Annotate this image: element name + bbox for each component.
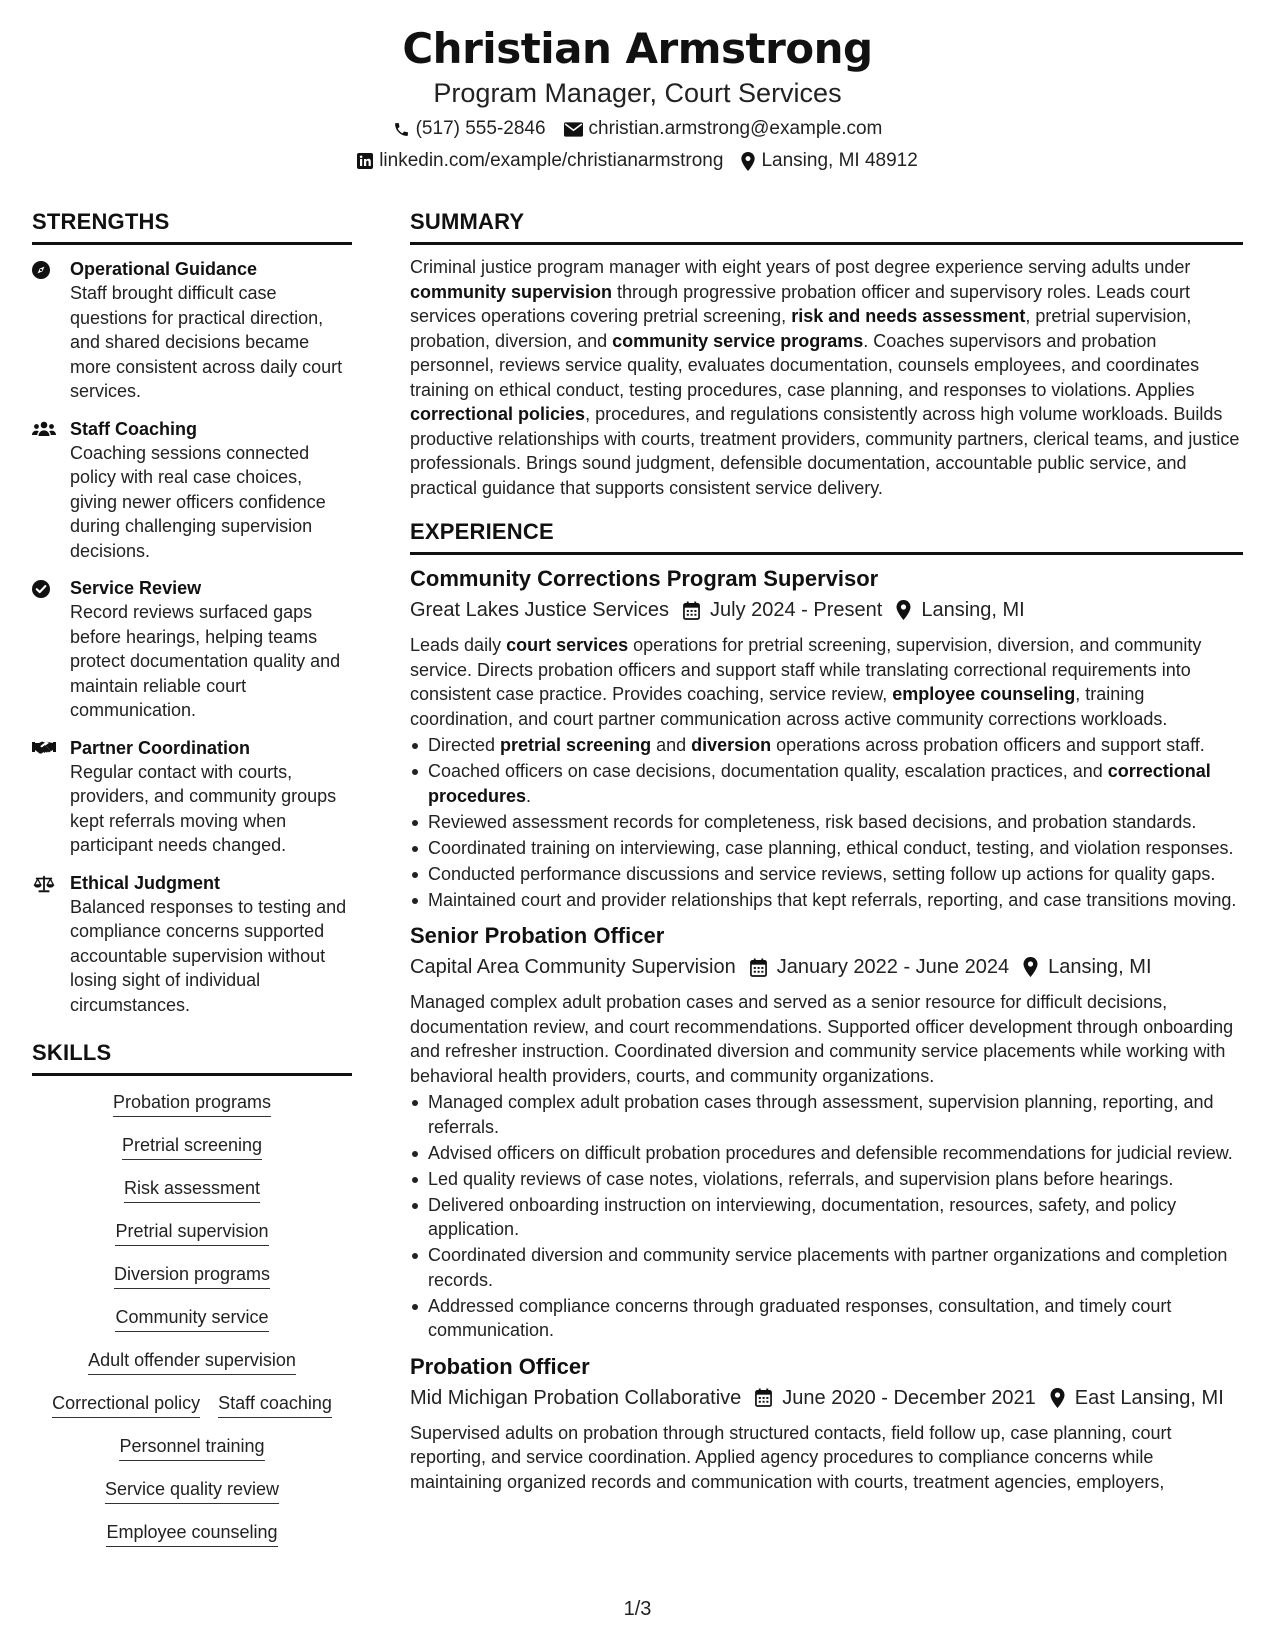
skill-row [88,1348,296,1375]
bold-text: correctional procedures [428,761,1211,806]
skill-tag: Personnel training [119,1434,264,1461]
skill-tag: Service quality review [105,1477,279,1504]
text-run: Led quality reviews of case notes, violations, referrals, and supervision plans before hearings. [428,1168,1174,1189]
text-run: operations across probation officers and support staff. [771,735,1205,755]
strength-item [32,576,352,723]
text-run: through progressive probation officer and supervisory roles. Leads court services operations covering pretrial screening, [410,281,1191,326]
users-icon [32,417,70,564]
strength-description: Staff brought difficult case questions for practical direction, and shared decisions became more consistent across daily court services. [70,283,343,401]
job-location: East Lansing, MI [1074,1386,1224,1409]
experience-heading: EXPERIENCE [410,518,1243,555]
company-name: Capital Area Community Supervision [410,956,736,978]
strengths-list [32,257,352,1017]
bullet-item [410,1243,1243,1292]
strength-title: Operational Guidance [70,259,258,279]
company-name: Great Lakes Justice Services [410,599,669,621]
calendar-icon [750,958,767,977]
job-title: Probation Officer [410,1353,590,1379]
skill-row [122,1133,262,1160]
text-run: and [651,735,692,755]
job-entry [410,922,1243,1343]
job-dates: July 2024 - Present [710,599,883,621]
right-column [410,208,1243,1494]
phone-text: (517) 555-2846 [415,118,546,139]
map-pin-icon [1023,957,1038,977]
strength-body [70,257,352,404]
bullet-item [410,1090,1243,1139]
strength-title: Staff Coaching [70,418,198,439]
text-run: Managed complex adult probation cases and served as a senior resource for difficult decisions, documentation review, and court recommendations. Supported officer development through onboarding and refresher instruction. Coordinated diversion and community service placements while working with behavioral health providers, courts, and community organizations. [410,992,1234,1086]
candidate-name: Christian Armstrong [402,24,873,73]
job-entry [410,1353,1243,1495]
compass-icon [32,257,70,404]
text-run: Managed complex adult probation cases through assessment, supervision planning, reporting, and referrals. [428,1092,1214,1137]
job-meta [410,1383,1243,1413]
job-dates: June 2020 - December 2021 [782,1386,1036,1409]
map-pin-icon [741,152,755,171]
bullet-item [410,759,1243,808]
skill-row [115,1219,268,1246]
experience-list [410,565,1243,1494]
strength-item [32,257,352,404]
bullet-item [410,1141,1243,1166]
text-run: , training coordination, and court partner communication across active community corrections workloads. [410,684,1168,729]
skill-row [106,1520,277,1547]
job-title: Senior Probation Officer [410,923,665,948]
skill-tag: Adult offender supervision [88,1348,296,1375]
bold-text: community supervision [410,281,613,302]
bullet-item [410,810,1243,835]
skill-row [115,1305,268,1332]
text-run: Conducted performance discussions and service reviews, setting follow up actions for quality gaps. [428,863,1216,884]
skill-tag: Community service [115,1305,268,1332]
text-run: Supervised adults on probation through structured contacts, field follow up, case planning, court reporting, and service coordination. Applied agency procedures to compliance concerns while maintaining organized records and communication with courts, treatment agencies, employers, [410,1422,1172,1492]
page-number: 1/3 [623,1598,652,1620]
text-run: Coached officers on case decisions, documentation quality, escalation practices, and [428,761,1108,781]
skill-row [105,1477,279,1504]
skill-row [113,1090,271,1117]
candidate-title: Program Manager, Court Services [433,78,842,108]
calendar-icon [683,601,700,620]
bold-text: community service programs [612,330,864,351]
bold-text: diversion [691,735,772,755]
text-run: Coordinated diversion and community service placements with partner organizations and completion records. [428,1245,1228,1290]
bullet-item [410,1193,1243,1242]
job-description [410,1421,1243,1495]
job-bullets [410,733,1243,912]
text-run: Addressed compliance concerns through graduated responses, consultation, and timely court communication. [428,1295,1172,1340]
phone-icon [393,121,410,138]
strength-description: Record reviews surfaced gaps before hearings, helping teams protect documentation quality and maintain reliable court communication. [70,602,341,720]
text-run: . [526,785,532,806]
bold-text: employee counseling [892,684,1076,704]
strengths-heading: STRENGTHS [32,208,352,245]
bullet-item [410,1294,1243,1343]
text-run: operations for pretrial screening, supervision, diversion, and community service. Directs probation officers and support staff while translating correctional requirements into consistent case practice. Provides coaching, service review, [410,635,1202,704]
location-text: Lansing, MI 48912 [761,150,918,171]
job-meta [410,952,1243,982]
skill-tag: Probation programs [113,1090,271,1117]
skill-tag: Correctional policy [52,1391,200,1418]
text-run: . Coaches supervisors and probation personnel, reviews service quality, evaluates documentation, counsels employees, and coordinates training on ethical conduct, testing procedures, case planning, and responses to violations. Applies [410,330,1200,400]
skill-tag: Pretrial screening [122,1133,262,1160]
strength-item [32,736,352,858]
bullet-item [410,888,1243,913]
job-entry [410,565,1243,912]
location-contact [741,145,917,177]
scale-icon [32,871,70,1018]
bold-text: pretrial screening [500,735,652,755]
strength-description: Regular contact with courts, providers, and community groups kept referrals moving when participant needs changed. [70,761,337,855]
contact-row-1 [0,113,1275,145]
strength-title: Service Review [70,578,202,598]
handshake-icon [32,736,70,858]
job-description [410,633,1243,731]
text-run: Criminal justice program manager with eight years of post degree experience serving adults under [410,257,1191,277]
job-description [410,990,1243,1088]
job-location: Lansing, MI [1048,956,1152,978]
bold-text: court services [506,635,629,655]
text-run: Directed [428,735,501,755]
skill-row [119,1434,264,1461]
summary-heading: SUMMARY [410,208,1243,245]
bullet-item [410,733,1243,758]
job-dates: January 2022 - June 2024 [776,956,1010,978]
job-location: Lansing, MI [921,599,1025,621]
skill-tag: Diversion programs [114,1262,270,1289]
left-column [32,208,352,1563]
skill-row [52,1391,332,1418]
strength-title: Partner Coordination [70,737,251,758]
linkedin-contact[interactable] [357,145,723,177]
text-run: , pretrial supervision, probation, diversion, and [410,306,1192,351]
bullet-item [410,1167,1243,1192]
strength-body [70,736,352,858]
strength-body [70,417,352,564]
skill-tag: Staff coaching [218,1391,332,1418]
linkedin-text: linkedin.com/example/christianarmstrong [379,150,724,171]
text-run: Advised officers on difficult probation procedures and defensible recommendations for judicial review. [428,1142,1233,1163]
text-run: Maintained court and provider relationships that kept referrals, reporting, and case transitions moving. [428,889,1237,910]
bold-text: risk and needs assessment [791,306,1026,326]
map-pin-icon [896,600,911,620]
skill-tag: Risk assessment [124,1176,260,1203]
skills-list [32,1090,352,1563]
text-run: Reviewed assessment records for completeness, risk based decisions, and probation standards. [428,811,1197,832]
calendar-icon [755,1388,772,1407]
strength-body [70,576,352,723]
strength-item [32,417,352,564]
resume-header [0,22,1275,177]
envelope-icon [564,122,583,137]
company-name: Mid Michigan Probation Collaborative [410,1386,742,1409]
bullet-item [410,836,1243,861]
text-run: Delivered onboarding instruction on interviewing, documentation, resources, safety, and policy application. [428,1194,1177,1239]
strength-description: Coaching sessions connected policy with real case choices, giving newer officers confidence during challenging supervision decisions. [70,442,326,561]
bold-text: correctional policies [410,404,586,424]
contact-row-2 [0,145,1275,177]
summary-text [410,255,1243,500]
strength-title: Ethical Judgment [70,872,221,893]
map-pin-icon [1050,1388,1065,1408]
text-run: Leads daily [410,635,507,655]
text-run: Coordinated training on interviewing, case planning, ethical conduct, testing, and violation responses. [428,837,1234,858]
text-run: , procedures, and regulations consistently across high volume workloads. Builds productive relationships with courts, treatment providers, community partners, clerical teams, and justice professionals. Brings sound judgment, defensible documentation, accountable public service, and practical guidance that supports consistent service delivery. [410,404,1240,498]
skill-tag: Employee counseling [106,1520,277,1547]
job-title: Community Corrections Program Supervisor [410,566,879,591]
job-bullets [410,1090,1243,1343]
job-meta [410,595,1243,625]
check-circle-icon [32,576,70,723]
skill-row [114,1262,270,1289]
linkedin-icon [357,153,373,169]
skills-heading: SKILLS [32,1039,352,1076]
strength-item [32,871,352,1018]
phone-contact[interactable] [393,113,546,145]
skill-tag: Pretrial supervision [115,1219,268,1246]
email-text: christian.armstrong@example.com [588,118,883,139]
strength-description: Balanced responses to testing and compliance concerns supported accountable supervision without losing sight of individual circumstances. [70,896,347,1015]
email-contact[interactable] [564,113,883,145]
skill-row [124,1176,260,1203]
strength-body [70,871,352,1018]
bullet-item [410,862,1243,887]
